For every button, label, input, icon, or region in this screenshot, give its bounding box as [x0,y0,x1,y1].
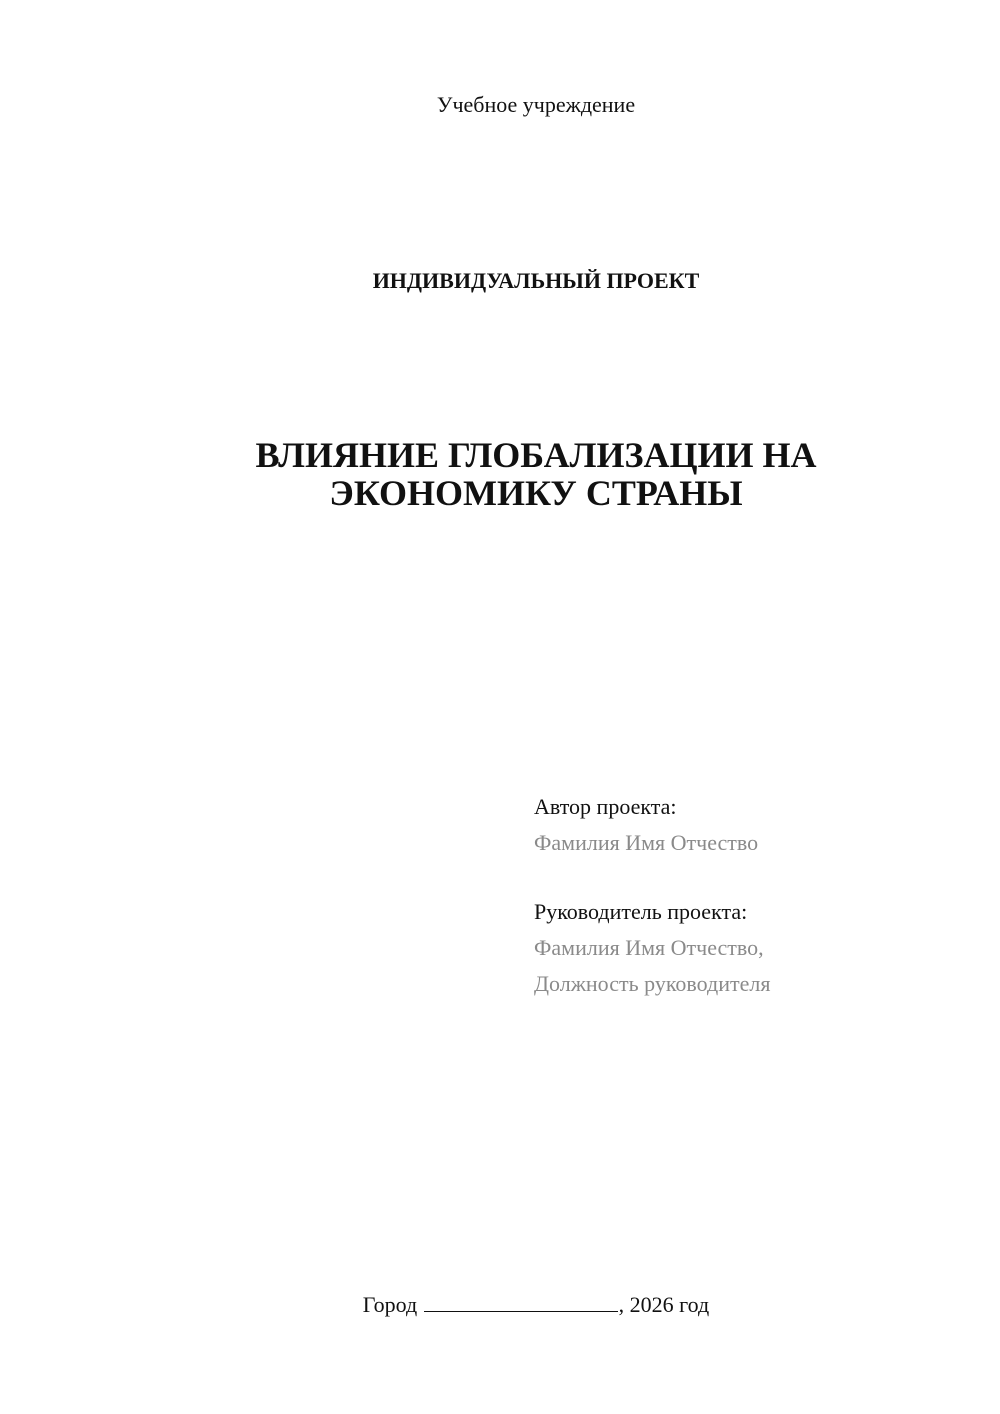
institution-name: Учебное учреждение [436,92,636,117]
city-label: Город [362,1292,418,1317]
author-label: Автор проекта: [534,794,677,819]
author-name: Фамилия Имя Отчество [534,830,759,855]
project-people-block [534,789,974,1002]
spacer [534,861,974,894]
supervisor-label: Руководитель проекта: [534,899,748,924]
city-year-line [0,1291,1000,1319]
supervisor-position: Должность руководителя [534,971,771,996]
year-text: , 2026 год [618,1292,710,1317]
project-title-line-2: ЭКОНОМИКУ СТРАНЫ [329,473,743,513]
supervisor-name: Фамилия Имя Отчество, [534,935,764,960]
city-blank-line [424,1291,618,1312]
project-title-line-1: ВЛИЯНИЕ ГЛОБАЛИЗАЦИИ НА [255,435,817,475]
project-title [0,436,1000,512]
project-type-heading: ИНДИВИДУАЛЬНЫЙ ПРОЕКТ [372,268,700,293]
